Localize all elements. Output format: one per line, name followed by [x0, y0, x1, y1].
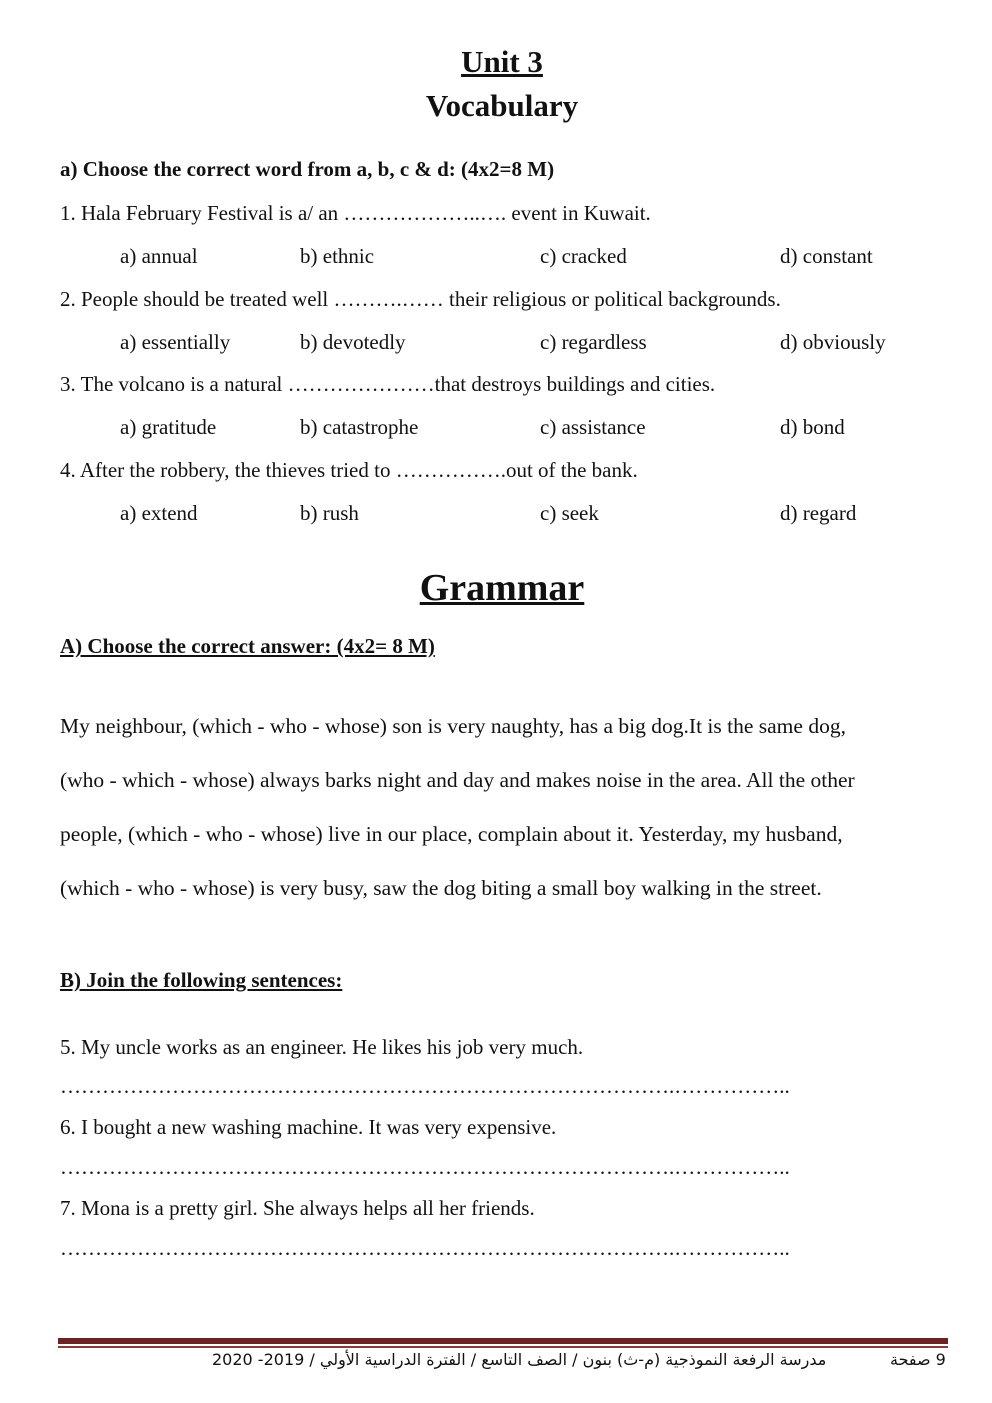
option: c) seek: [540, 501, 599, 525]
footer-school-info: مدرسة الرفعة النموذجية (م-ث) بنون / الصف التاسع / الفترة الدراسية الأولي / 2019- 2020: [212, 1350, 827, 1369]
option: b) rush: [300, 501, 359, 525]
question-text: 3. The volcano is a natural …………………that destroys buildings and cities.: [60, 372, 716, 396]
option: d) obviously: [780, 330, 886, 354]
paragraph-line: (which - who - whose) is very busy, saw the dog biting a small boy walking in the street.: [60, 876, 822, 900]
option: a) gratitude: [120, 415, 217, 439]
paragraph-line: people, (which - who - whose) live in our place, complain about it. Yesterday, my husband,: [60, 822, 843, 846]
option: c) regardless: [540, 330, 647, 354]
answer-line[interactable]: …………………………………………………………………………….……………..: [60, 1155, 790, 1179]
question-text: 4. After the robbery, the thieves tried to …………….out of the bank.: [60, 458, 638, 482]
sentence-text: 5. My uncle works as an engineer. He likes his job very much.: [60, 1035, 584, 1059]
option: a) essentially: [120, 330, 231, 354]
option: d) regard: [780, 501, 857, 525]
unit-title: Unit 3: [461, 44, 543, 79]
grammar-b-heading: B) Join the following sentences:: [60, 968, 343, 992]
option: a) annual: [120, 244, 198, 268]
option: c) assistance: [540, 415, 646, 439]
answer-line[interactable]: …………………………………………………………………………….……………..: [60, 1236, 790, 1260]
question-text: 2. People should be treated well ……….…… their religious or political backgrounds.: [60, 287, 781, 311]
vocabulary-title: Vocabulary: [425, 88, 579, 123]
sentence-text: 6. I bought a new washing machine. It was very expensive.: [60, 1115, 557, 1139]
paragraph-line: (who - which - whose) always barks night and day and makes noise in the area. All the other: [60, 768, 855, 792]
grammar-title: Grammar: [419, 567, 585, 609]
answer-line[interactable]: …………………………………………………………………………….……………..: [60, 1074, 790, 1098]
option: a) extend: [120, 501, 198, 525]
option: b) ethnic: [300, 244, 375, 268]
option: c) cracked: [540, 244, 627, 268]
footer-page-number: 9 صفحة: [890, 1350, 946, 1369]
grammar-a-heading: A) Choose the correct answer: (4x2= 8 M): [60, 634, 435, 658]
paragraph-line: My neighbour, (which - who - whose) son is very naughty, has a big dog.It is the same dog,: [60, 714, 846, 738]
question-text: 1. Hala February Festival is a/ an ………………..…. event in Kuwait.: [60, 201, 651, 225]
footer-divider: [58, 1338, 948, 1344]
footer-divider-thin: [58, 1346, 948, 1348]
option: b) catastrophe: [300, 415, 419, 439]
option: d) constant: [780, 244, 873, 268]
sentence-text: 7. Mona is a pretty girl. She always helps all her friends.: [60, 1196, 535, 1220]
option: b) devotedly: [300, 330, 406, 354]
vocabulary-heading: a) Choose the correct word from a, b, c & d: (4x2=8 M): [60, 157, 555, 181]
option: d) bond: [780, 415, 845, 439]
